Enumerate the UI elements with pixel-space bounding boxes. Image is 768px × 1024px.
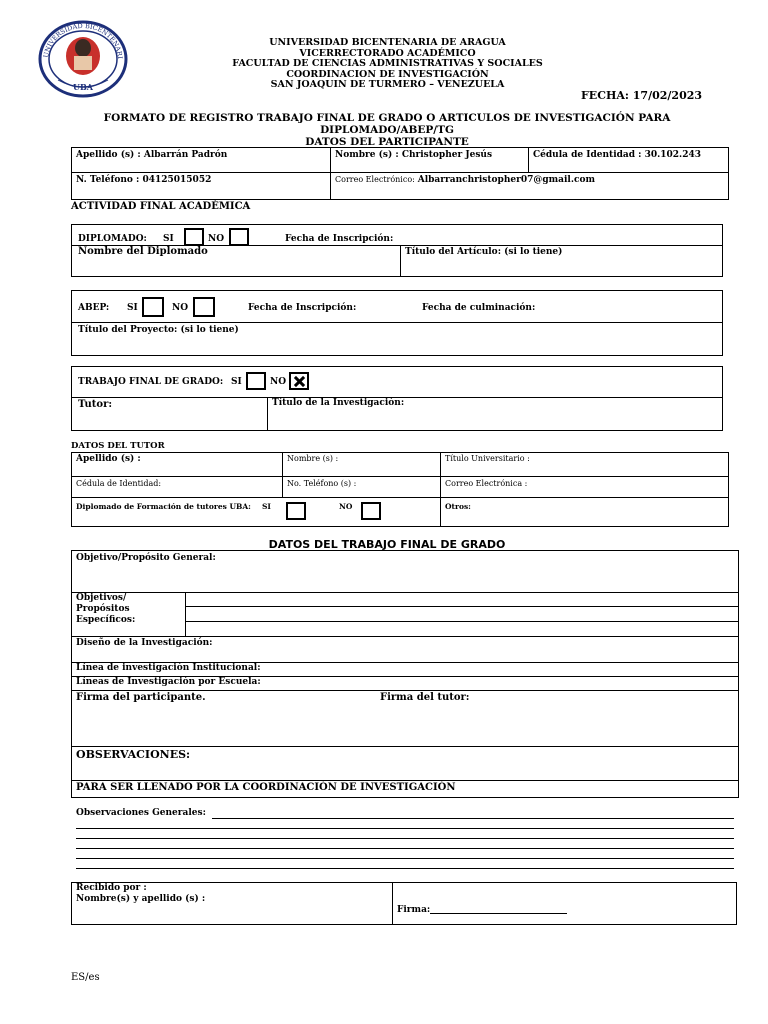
correo-label: Correo Electrónico: bbox=[335, 175, 415, 184]
tutor-diplomado-si-checkbox[interactable] bbox=[286, 502, 306, 520]
recibido-por[interactable]: Recibido por : bbox=[76, 883, 147, 893]
diplomado-titulo-articulo[interactable]: Título del Artículo: (si lo tiene) bbox=[405, 247, 563, 257]
obs-line[interactable] bbox=[76, 858, 734, 859]
diplomado-si-checkbox[interactable] bbox=[184, 228, 204, 246]
tutor-diplomado: Diplomado de Formación de tutores UBA: bbox=[76, 502, 251, 511]
section-title-trabajo: DATOS DEL TRABAJO FINAL DE GRADO bbox=[268, 538, 506, 551]
obs-line[interactable] bbox=[76, 868, 734, 869]
observaciones-generales-label: Observaciones Generales: bbox=[76, 808, 206, 818]
linea-institucional[interactable]: Línea de investigación Institucional: bbox=[76, 663, 261, 673]
diplomado-no-label: NO bbox=[208, 234, 225, 244]
tutor-cedula[interactable]: Cédula de Identidad: bbox=[76, 479, 162, 488]
tutor-otros[interactable]: Otros: bbox=[445, 502, 471, 511]
footer-note: ES/es bbox=[71, 972, 100, 983]
obs-line[interactable] bbox=[76, 838, 734, 839]
participant-nombres[interactable]: Nombre (s) : Christopher Jesús bbox=[335, 150, 493, 160]
seal-text-bottom: UBA bbox=[73, 82, 93, 92]
abep-si-checkbox[interactable] bbox=[142, 297, 164, 317]
participant-apellidos[interactable]: Apellido (s) : Albarrán Padrón bbox=[76, 150, 228, 160]
tutor-diplomado-no-checkbox[interactable] bbox=[361, 502, 381, 520]
section-title-participante: DATOS DEL PARTICIPANTE bbox=[305, 136, 469, 148]
firma-participante[interactable]: Firma del participante. bbox=[76, 692, 206, 703]
coordinacion-note: PARA SER LLENADO POR LA COORDINACIÓN DE INVESTIGACIÓN bbox=[76, 782, 456, 793]
header-line: UNIVERSIDAD BICENTENARIA DE ARAGUA bbox=[269, 37, 506, 48]
objetivos-especificos: Objetivos/ Propósitos Específicos: bbox=[76, 593, 136, 625]
university-seal bbox=[38, 20, 128, 98]
tutor-correo[interactable]: Correo Electrónica : bbox=[445, 479, 528, 488]
seal-text-top: UNIVERSIDAD BICENTENARI bbox=[42, 21, 124, 60]
tfg-si-label: SI bbox=[231, 377, 242, 387]
diplomado-fecha-inscripcion[interactable]: Fecha de Inscripción: bbox=[285, 234, 394, 244]
lineas-escuela[interactable]: Líneas de Investigación por Escuela: bbox=[76, 677, 261, 687]
participant-cedula[interactable]: Cédula de Identidad : 30.102.243 bbox=[533, 150, 701, 160]
form-title-line2: DIPLOMADO/ABEP/TG bbox=[320, 124, 454, 136]
abep-fecha-inscripcion[interactable]: Fecha de Inscripción: bbox=[248, 303, 357, 313]
tutor-diplomado-si-label: SI bbox=[262, 502, 271, 511]
diplomado-nombre[interactable]: Nombre del Diplomado bbox=[78, 246, 208, 257]
abep-no-checkbox[interactable] bbox=[193, 297, 215, 317]
tutor-table bbox=[71, 452, 729, 527]
objetivo-general[interactable]: Objetivo/Propósito General: bbox=[76, 553, 216, 563]
abep-titulo-proyecto[interactable]: Título del Proyecto: (si lo tiene) bbox=[78, 325, 239, 335]
obs-line[interactable] bbox=[76, 828, 734, 829]
obs-line[interactable] bbox=[76, 848, 734, 849]
section-title-tutor: DATOS DEL TUTOR bbox=[71, 441, 165, 451]
tfg-no-label: NO bbox=[270, 377, 287, 387]
recibido-firma[interactable]: Firma: bbox=[397, 905, 431, 915]
tutor-titulo-universitario[interactable]: Título Universitario : bbox=[445, 454, 530, 463]
form-date: FECHA: 17/02/2023 bbox=[581, 89, 703, 102]
diplomado-no-checkbox[interactable] bbox=[229, 228, 249, 246]
tutor-apellidos[interactable]: Apellido (s) : bbox=[76, 454, 141, 464]
firma-tutor[interactable]: Firma del tutor: bbox=[380, 692, 470, 703]
abep-label: ABEP: bbox=[78, 303, 110, 313]
obs-line[interactable] bbox=[212, 818, 734, 819]
firma-line[interactable] bbox=[430, 913, 567, 914]
form-title-line1: FORMATO DE REGISTRO TRABAJO FINAL DE GRADO O ARTICULOS DE INVESTIGACIÓN PARA bbox=[103, 112, 671, 124]
header-line: SAN JOAQUIN DE TURMERO – VENEZUELA bbox=[270, 79, 505, 90]
tutor-nombres[interactable]: Nombre (s) : bbox=[287, 454, 339, 463]
tfg-no-checkbox-checked[interactable] bbox=[289, 372, 309, 390]
abep-no-label: NO bbox=[172, 303, 189, 313]
header-line: COORDINACION DE INVESTIGACIÓN bbox=[286, 68, 489, 80]
diseno-investigacion[interactable]: Diseño de la Investigación: bbox=[76, 638, 213, 648]
tfg-label: TRABAJO FINAL DE GRADO: bbox=[78, 377, 224, 387]
tutor-telefono[interactable]: No. Teléfono (s) : bbox=[287, 479, 357, 488]
header-line: VICERRECTORADO ACADÉMICO bbox=[299, 47, 476, 59]
section-title-actividad: ACTIVIDAD FINAL ACADÉMICA bbox=[71, 201, 251, 212]
participant-correo[interactable] bbox=[335, 175, 595, 185]
recibido-nombre[interactable]: Nombre(s) y apellido (s) : bbox=[76, 894, 206, 904]
tfg-si-checkbox[interactable] bbox=[246, 372, 266, 390]
abep-section bbox=[71, 290, 723, 356]
tfg-tutor[interactable]: Tutor: bbox=[78, 399, 113, 410]
abep-si-label: SI bbox=[127, 303, 138, 313]
institution-header bbox=[180, 38, 595, 91]
diplomado-si-label: SI bbox=[163, 234, 174, 244]
correo-value: Albarranchristopher07@gmail.com bbox=[417, 175, 595, 185]
tutor-diplomado-no-label: NO bbox=[339, 502, 353, 511]
participant-telefono[interactable]: N. Teléfono : 04125015052 bbox=[76, 175, 212, 185]
tfg-titulo-investigacion[interactable]: Título de la Investigación: bbox=[272, 398, 405, 408]
header-line: FACULTAD DE CIENCIAS ADMINISTRATIVAS Y SOCIALES bbox=[232, 58, 543, 69]
observaciones[interactable]: OBSERVACIONES: bbox=[76, 748, 191, 761]
abep-fecha-culminacion[interactable]: Fecha de culminación: bbox=[422, 303, 536, 313]
diplomado-label: DIPLOMADO: bbox=[78, 234, 147, 244]
